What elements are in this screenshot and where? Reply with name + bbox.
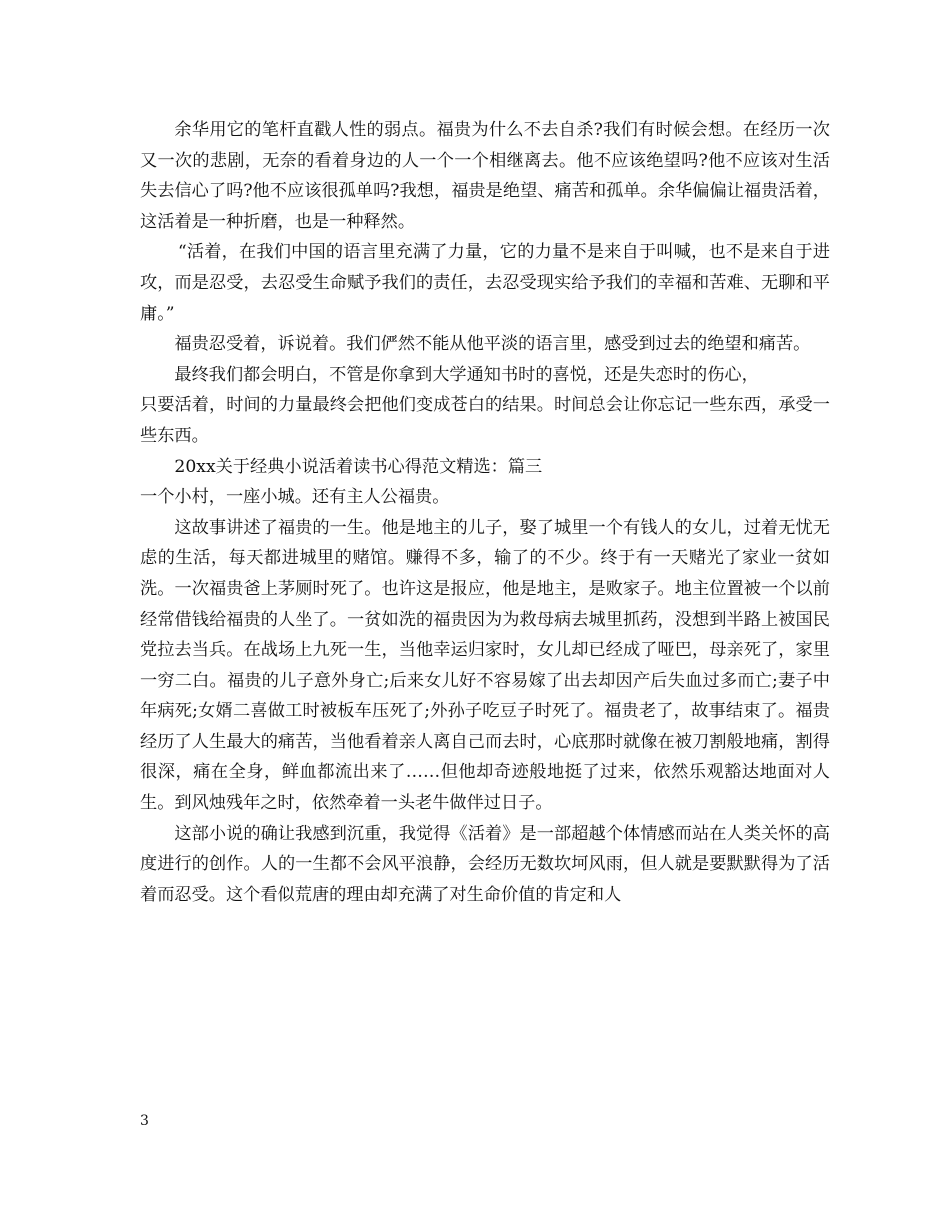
document-body	[140, 115, 830, 910]
paragraph-7: 一个小村，一座小城。还有主人公福贵。	[140, 487, 450, 508]
paragraph-8: 这故事讲述了福贵的一生。他是地主的儿子，娶了城里一个有钱人的女儿，过着无忧无虑的生活，每天都进城里的赌馆。赚得不多，输了的不少。终于有一天赌光了家业一贫如洗。一次福贵爸上茅厕时死了。也许这是报应，他是地主，是败家子。地主位置被一个以前经常借钱给福贵的人坐了。一贫如洗的福贵因为为救母病去城里抓药，没想到半路上被国民党拉去当兵。在战场上九死一生，当他幸运归家时，女儿却已经成了哑巴，母亲死了，家里一穷二白。福贵的儿子意外身亡;后来女儿好不容易嫁了出去却因产后失血过多而亡;妻子中年病死;女婿二喜做工时被板车压死了;外孙子吃豆子时死了。福贵老了，故事结束了。福贵经历了人生最大的痛苦，当他看着亲人离自己而去时，心底那时就像在被刀割般地痛，割得很深，痛在全身，鲜血都流出来了……但他却奇迹般地挺了过来，依然乐观豁达地面对人生。到风烛残年之时，依然牵着一头老牛做伴过日子。	[140, 517, 830, 814]
paragraph-1: 余华用它的笔杆直戳人性的弱点。福贵为什么不去自杀?我们有时候会想。在经历一次又一次的悲剧，无奈的看着身边的人一个一个相继离去。他不应该绝望吗?他不应该对生活失去信心了吗?他不应该很孤单吗?我想，福贵是绝望、痛苦和孤单。余华偏偏让福贵活着，这活着是一种折磨，也是一种释然。	[140, 120, 830, 232]
paragraph-3: 福贵忍受着，诉说着。我们俨然不能从他平淡的语言里，感受到过去的绝望和痛苦。	[174, 334, 811, 355]
paragraph-quote: “活着，在我们中国的语言里充满了力量，它的力量不是来自于叫喊，也不是来自于进攻，而是忍受，去忍受生命赋予我们的责任，去忍受现实给予我们的幸福和苦难、无聊和平庸。”	[140, 242, 830, 324]
paragraph-5: 只要活着，时间的力量最终会把他们变成苍白的结果。时间总会让你忘记一些东西，承受一些东西。	[140, 395, 830, 446]
paragraph-9: 这部小说的确让我感到沉重，我觉得《活着》是一部超越个体情感而站在人类关怀的高度进行的创作。人的一生都不会风平浪静，会经历无数坎坷风雨，但人就是要默默得为了活着而忍受。这个看似荒唐的理由却充满了对生命价值的肯定和人	[140, 823, 830, 905]
section-heading: 20xx关于经典小说活着读书心得范文精选：篇三	[174, 456, 543, 477]
page-number: 3	[140, 1113, 149, 1129]
paragraph-4: 最终我们都会明白，不管是你拿到大学通知书时的喜悦，还是失恋时的伤心，	[174, 364, 759, 385]
